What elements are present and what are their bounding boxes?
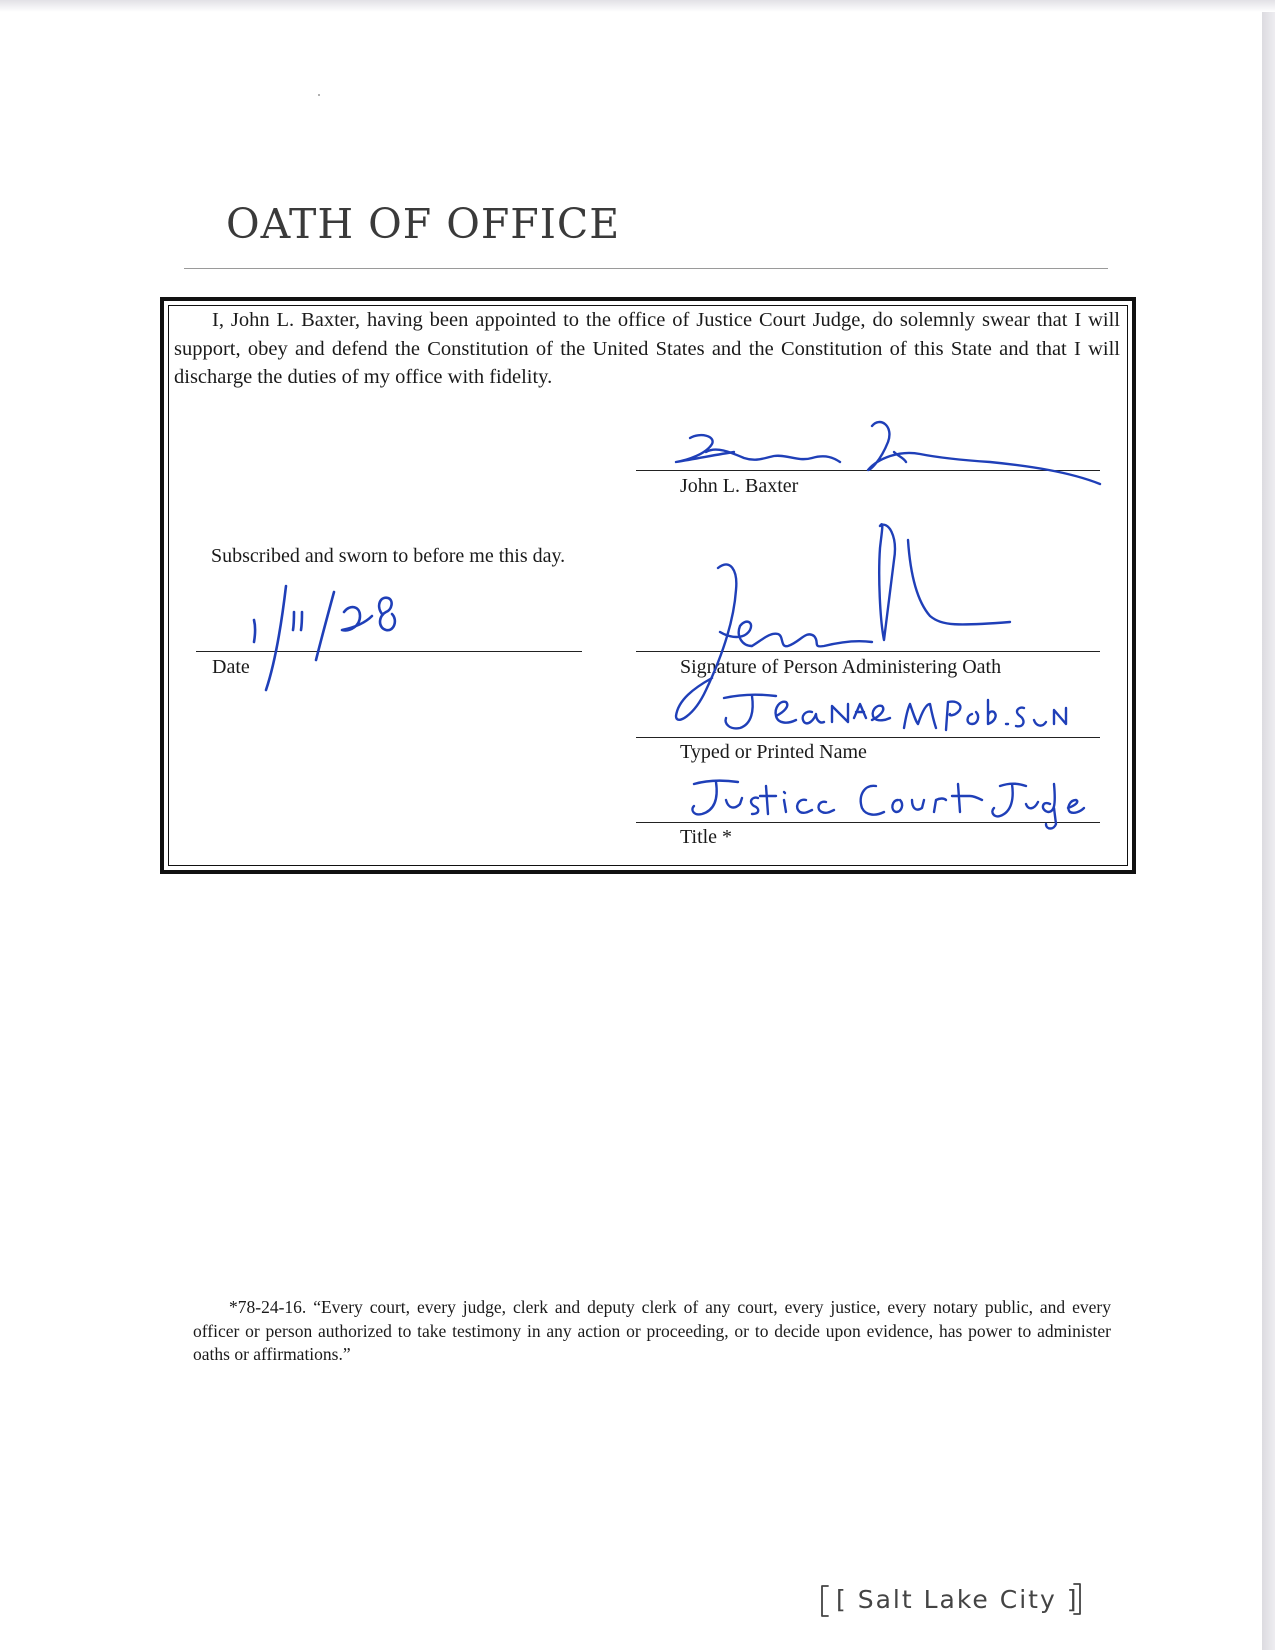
signer-name-label: John L. Baxter bbox=[680, 475, 799, 497]
oath-statement: I, John L. Baxter, having been appointed to the office of Justice Court Judge, do solemnly swear that I will support, obey and defend the Constitution of the United States and the Constitution of this State and that I will discharge the duties of my office with fidelity. bbox=[174, 309, 1120, 388]
page-edge bbox=[1262, 0, 1275, 1650]
location-note: [ Salt Lake City ] bbox=[836, 1585, 1079, 1614]
scan-speck bbox=[318, 94, 320, 96]
printed-name-label: Typed or Printed Name bbox=[680, 741, 867, 763]
administrator-signature-line bbox=[636, 651, 1100, 652]
document-title: OATH OF OFFICE bbox=[226, 200, 621, 248]
footnote: *78-24-16. “Every court, every judge, clerk and deputy clerk of any court, every justice, every notary public, and every officer or person authorized to take testimony in any action or proceeding, or to decide upon evidence, has power to administer oaths or affirmations.” bbox=[193, 1297, 1111, 1364]
date-label: Date bbox=[212, 656, 250, 678]
title-line bbox=[636, 822, 1100, 823]
administrator-signature-label: Signature of Person Administering Oath bbox=[680, 656, 1002, 678]
scan-top-strip bbox=[0, 0, 1275, 12]
date-line bbox=[196, 651, 582, 652]
title-field-label: Title * bbox=[680, 826, 733, 848]
printed-name-line bbox=[636, 737, 1100, 738]
signer-signature-line bbox=[636, 470, 1100, 471]
subscribed-statement: Subscribed and sworn to before me this day. bbox=[211, 545, 566, 567]
title-divider bbox=[184, 268, 1108, 269]
